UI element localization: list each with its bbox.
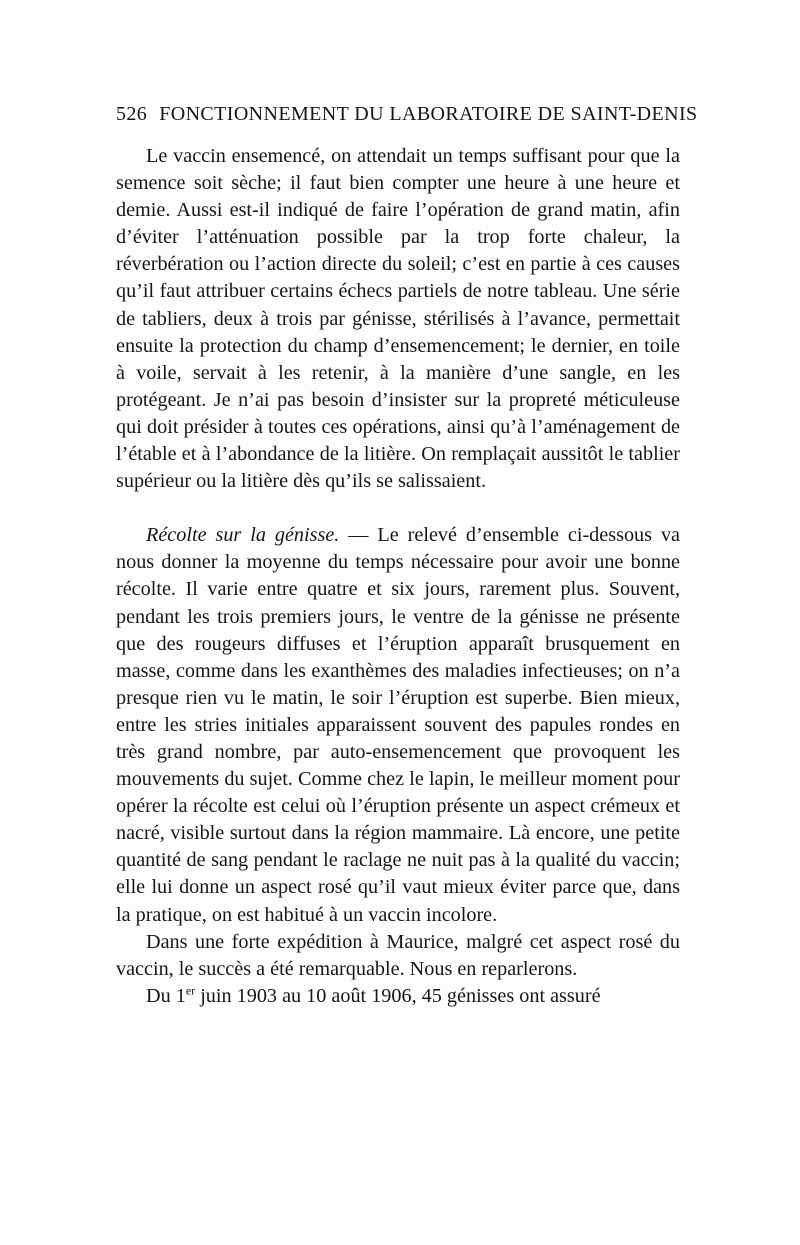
running-title: FONCTIONNEMENT DU LABORATOIRE DE SAINT-DENIS bbox=[159, 103, 698, 125]
paragraph-genisses bbox=[116, 983, 680, 1010]
body-text bbox=[116, 143, 680, 1010]
paragraph-maurice: Dans une forte expédition à Maurice, malgré cet aspect rosé du vaccin, le succès a été remarquable. Nous en reparlerons. bbox=[116, 930, 680, 980]
paragraph-genisses-start: Du 1 bbox=[146, 984, 186, 1007]
paragraph-vaccin-ensemence: Le vaccin ensemencé, on attendait un temps suffisant pour que la semence soit sèche; il faut bien compter une heure à une heure et demie. Aussi est-il indiqué de faire l’opération de grand matin, afin d’éviter l’atténuation possible par la trop forte chaleur, la réverbération ou l’action directe du soleil; c’est en partie à ces causes qu’il faut attribuer certains échecs partiels de notre tableau. Une série de tabliers, deux à trois par génisse, stérilisés à l’avance, permettait ensuite la protection du champ d’ensemencement; le dernier, en toile à voile, servait à les retenir, à la manière d’une sangle, en les protégeant. Je n’ai pas besoin d’insister sur la propreté méticuleuse qui doit présider à toutes ces opérations, ainsi qu’à l’aménagement de l’étable et à l’abondance de la litière. On remplaçait aussitôt le tablier supérieur ou la litière dès qu’ils se salissaient. bbox=[116, 145, 680, 493]
paragraph-recolte-text: — Le relevé d’ensemble ci-dessous va nous donner la moyenne du temps nécessaire pour avoir une bonne récolte. Il varie entre quatre et six jours, rarement plus. Souvent, pendant les trois premiers jours, le ventre de la génisse ne présente que des rougeurs diffuses et l’éruption apparaît brusquement en masse, comme dans les exanthèmes des maladies infectieuses; on n’a presque rien vu le matin, le soir l’éruption est superbe. Bien mieux, entre les stries initiales apparaissent souvent des papules rondes en très grand nombre, par auto-ensemencement que provoquent les mouvements du sujet. Comme chez le lapin, le meilleur moment pour opérer la récolte est celui où l’éruption présente un aspect crémeux et nacré, visible surtout dans la région mammaire. Là encore, une petite quantité de sang pendant le raclage ne nuit pas à la qualité du vaccin; elle lui donne un aspect rosé qu’il vaut mieux éviter parce que, dans la pratique, on est habitué à un vaccin incolore. bbox=[116, 524, 680, 926]
paragraph-genisses-rest: juin 1903 au 10 août 1906, 45 génisses ont assuré bbox=[195, 984, 601, 1007]
running-head bbox=[116, 100, 698, 128]
ordinal-suffix: er bbox=[185, 983, 196, 998]
paragraph-recolte bbox=[116, 522, 680, 928]
page-number: 526 bbox=[116, 103, 148, 125]
run-in-heading: Récolte sur la génisse. bbox=[146, 524, 340, 547]
